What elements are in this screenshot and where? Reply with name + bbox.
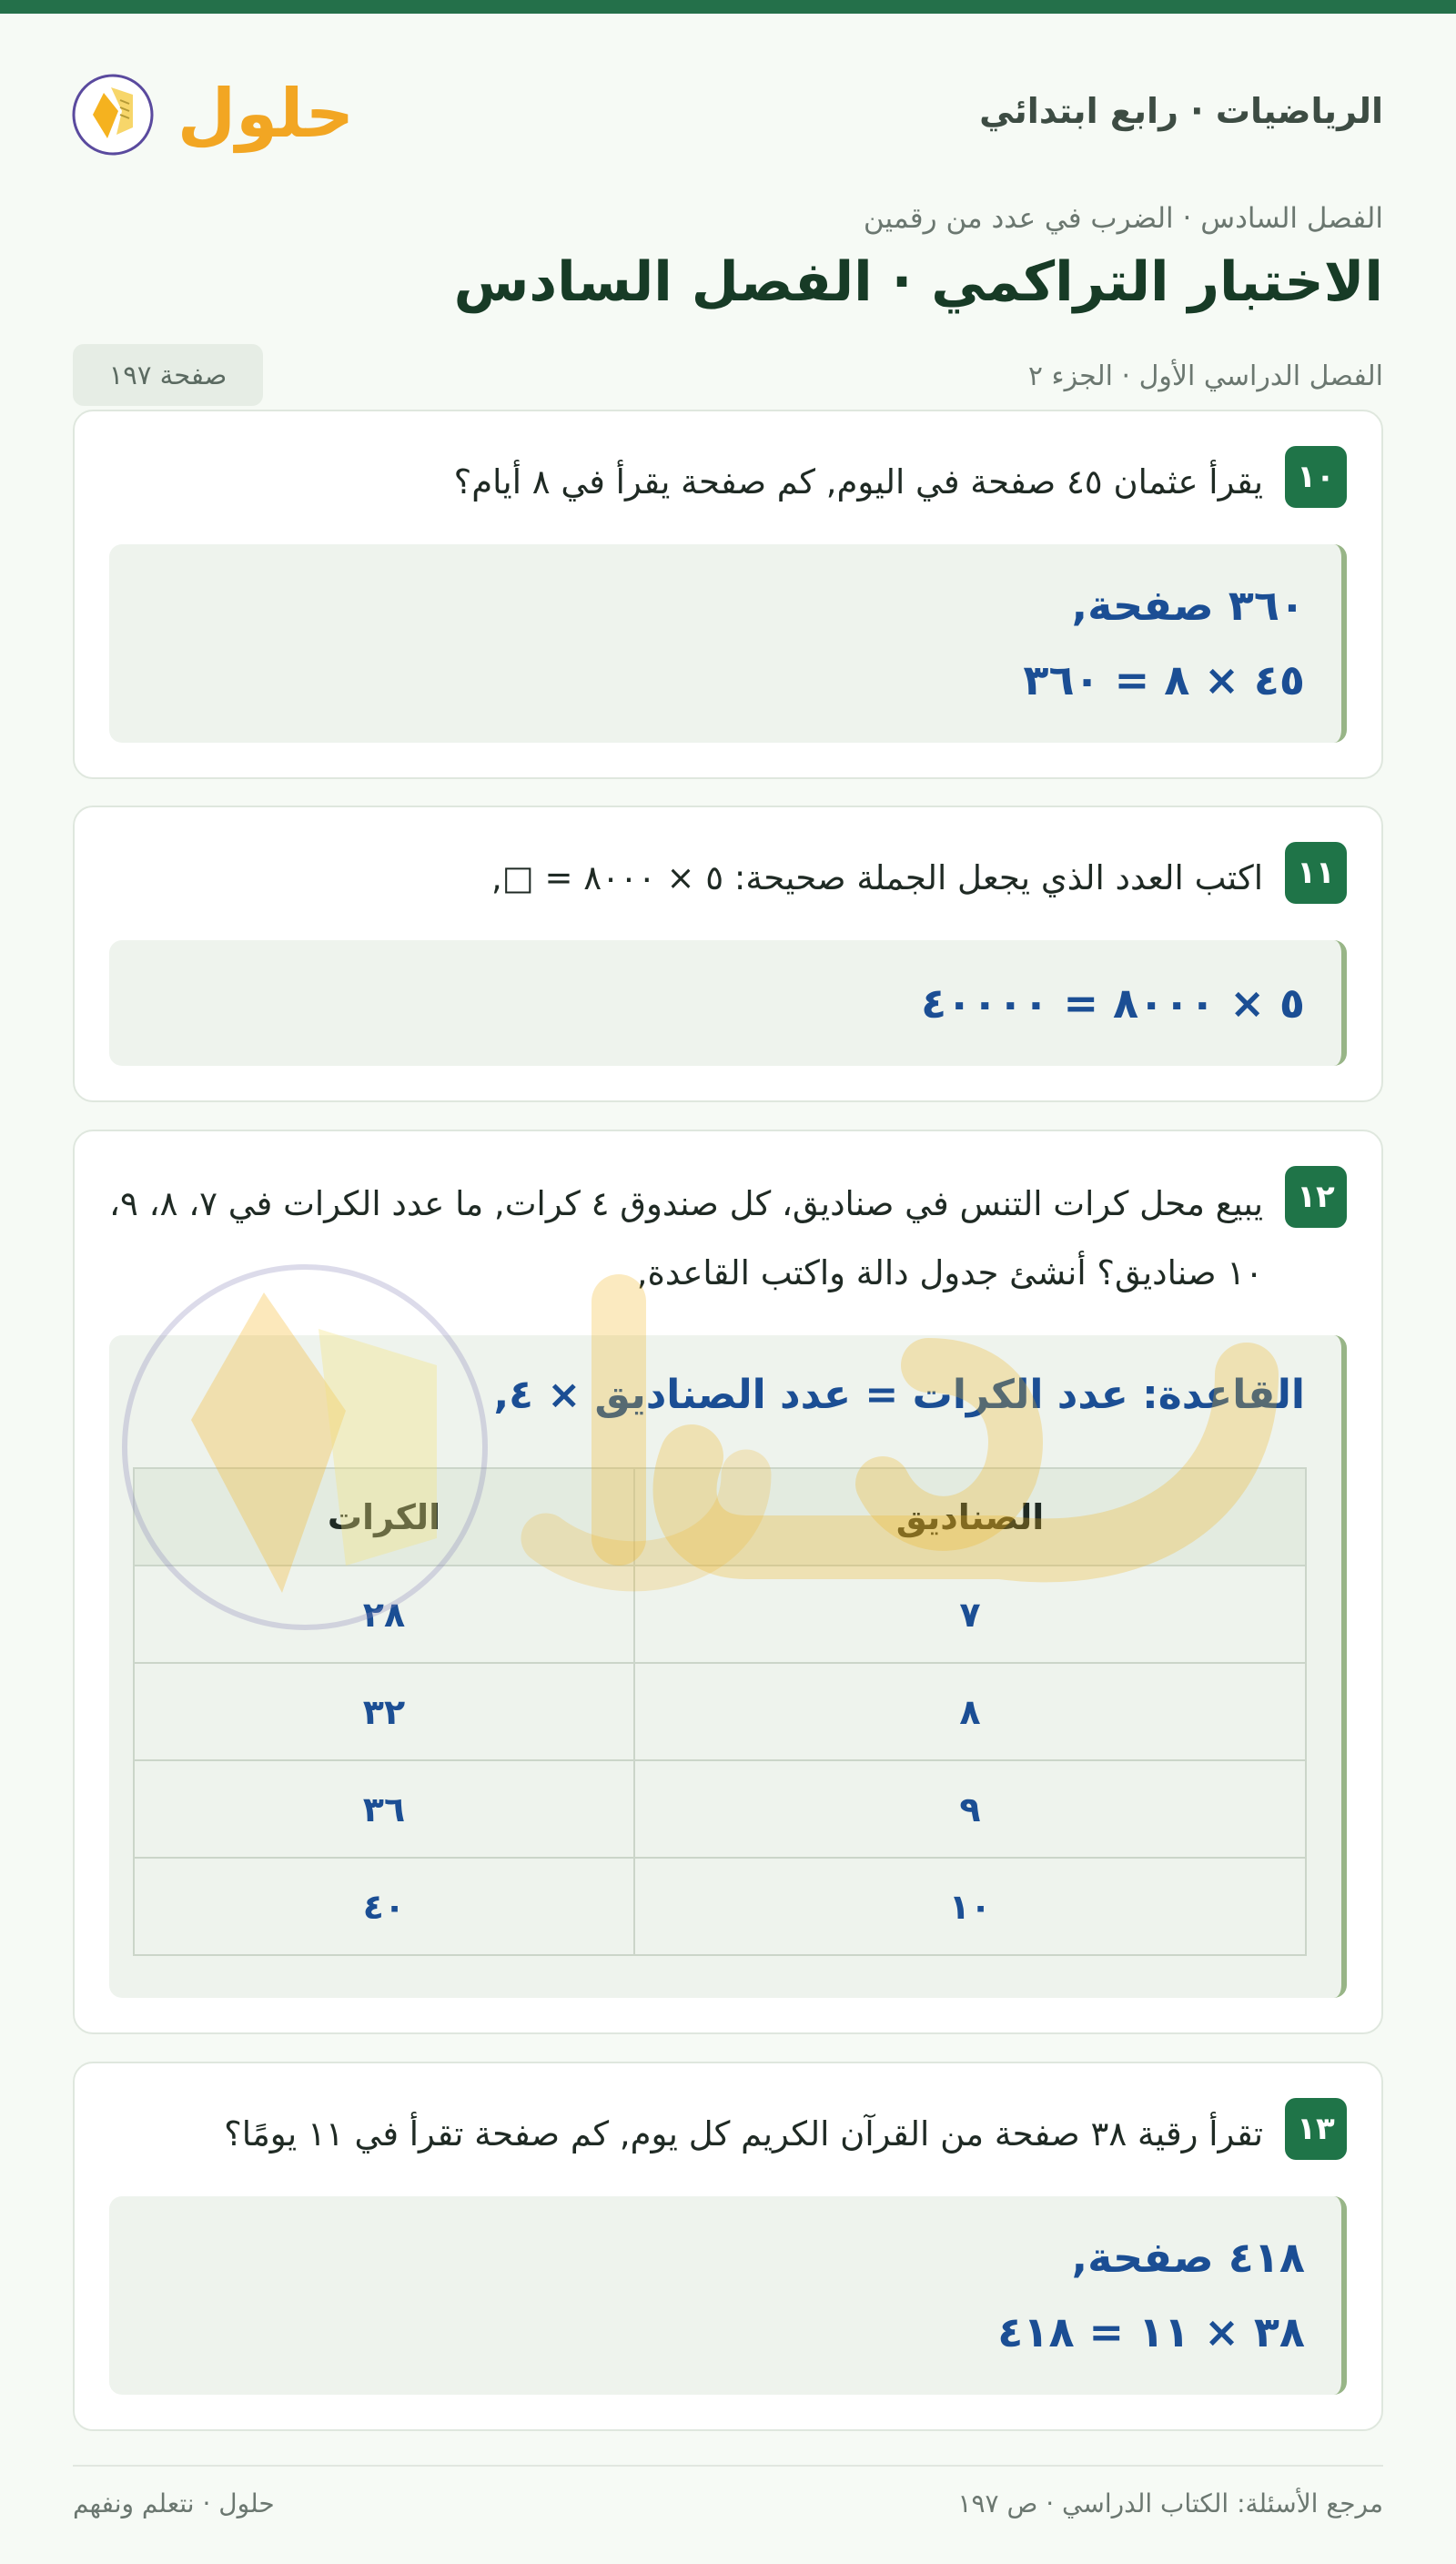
footer-reference: مرجع الأسئلة: الكتاب الدراسي · ص ١٩٧ xyxy=(957,2488,1383,2518)
question-text: يبيع محل كرات التنس في صناديق، كل صندوق ٤ كرات, ما عدد الكرات في ٧، ٨، ٩، ١٠ صناديق؟ أنشئ جدول دالة واكتب القاعدة, xyxy=(109,1184,1263,1292)
question-number: ١٠ xyxy=(1285,446,1347,508)
footer-divider xyxy=(73,2465,1383,2467)
table-row xyxy=(134,1663,1306,1760)
table-cell: ٩ xyxy=(634,1760,1306,1858)
answer-line: ٣٨ × ١١ = ٤١٨ xyxy=(997,2307,1305,2356)
question-text: اكتب العدد الذي يجعل الجملة صحيحة: ٥ × ٨٠٠٠ = □, xyxy=(491,858,1263,897)
answer-box xyxy=(109,544,1347,743)
answer-box xyxy=(109,1335,1347,1998)
answer-line: ٥ × ٨٠٠٠ = ٤٠٠٠٠ xyxy=(921,978,1305,1028)
table-header-balls: الكرات xyxy=(134,1468,634,1566)
breadcrumb: الفصل السادس · الضرب في عدد من رقمين xyxy=(863,202,1383,235)
page-header xyxy=(73,55,1383,168)
footer-tagline: حلول · نتعلم ونفهم xyxy=(73,2488,275,2518)
table-row xyxy=(134,1566,1306,1663)
term-part-label: الفصل الدراسي الأول · الجزء ٢ xyxy=(1027,360,1383,392)
question-card-11 xyxy=(73,806,1383,1102)
question-number: ١٣ xyxy=(1285,2098,1347,2160)
question-number: ١٢ xyxy=(1285,1166,1347,1228)
top-accent-bar xyxy=(0,0,1456,14)
question-card-12 xyxy=(73,1130,1383,2034)
question-card-13 xyxy=(73,2062,1383,2431)
table-cell: ٨ xyxy=(634,1663,1306,1760)
subject-label: الرياضيات · رابع ابتدائي xyxy=(979,91,1383,131)
table-row xyxy=(134,1858,1306,1955)
answer-box xyxy=(109,940,1347,1066)
question-card-10 xyxy=(73,410,1383,779)
answer-line: ٤١٨ صفحة, xyxy=(1071,2233,1305,2282)
hulul-logo xyxy=(73,55,355,162)
answer-line: ٣٦٠ صفحة, xyxy=(1071,581,1305,630)
answer-line: ٤٥ × ٨ = ٣٦٠ xyxy=(1023,655,1305,704)
page-title: الاختبار التراكمي · الفصل السادس xyxy=(453,250,1383,314)
answer-box xyxy=(109,2196,1347,2395)
question-number: ١١ xyxy=(1285,842,1347,904)
table-cell: ٤٠ xyxy=(134,1858,634,1955)
table-cell: ١٠ xyxy=(634,1858,1306,1955)
table-cell: ٧ xyxy=(634,1566,1306,1663)
logo-wordmark: حلول xyxy=(177,75,355,153)
table-row xyxy=(134,1760,1306,1858)
logo-book-icon xyxy=(74,76,152,154)
table-cell: ٣٦ xyxy=(134,1760,634,1858)
question-text: يقرأ عثمان ٤٥ صفحة في اليوم, كم صفحة يقرأ في ٨ أيام؟ xyxy=(453,462,1263,502)
function-table xyxy=(133,1467,1307,1956)
page-number-badge: صفحة ١٩٧ xyxy=(73,344,263,406)
table-header-boxes: الصناديق xyxy=(634,1468,1306,1566)
table-cell: ٢٨ xyxy=(134,1566,634,1663)
question-text: تقرأ رقية ٣٨ صفحة من القرآن الكريم كل يوم, كم صفحة تقرأ في ١١ يومًا؟ xyxy=(224,2114,1263,2154)
table-cell: ٣٢ xyxy=(134,1663,634,1760)
function-rule: القاعدة: عدد الكرات = عدد الصناديق × ٤, xyxy=(493,1372,1305,1418)
